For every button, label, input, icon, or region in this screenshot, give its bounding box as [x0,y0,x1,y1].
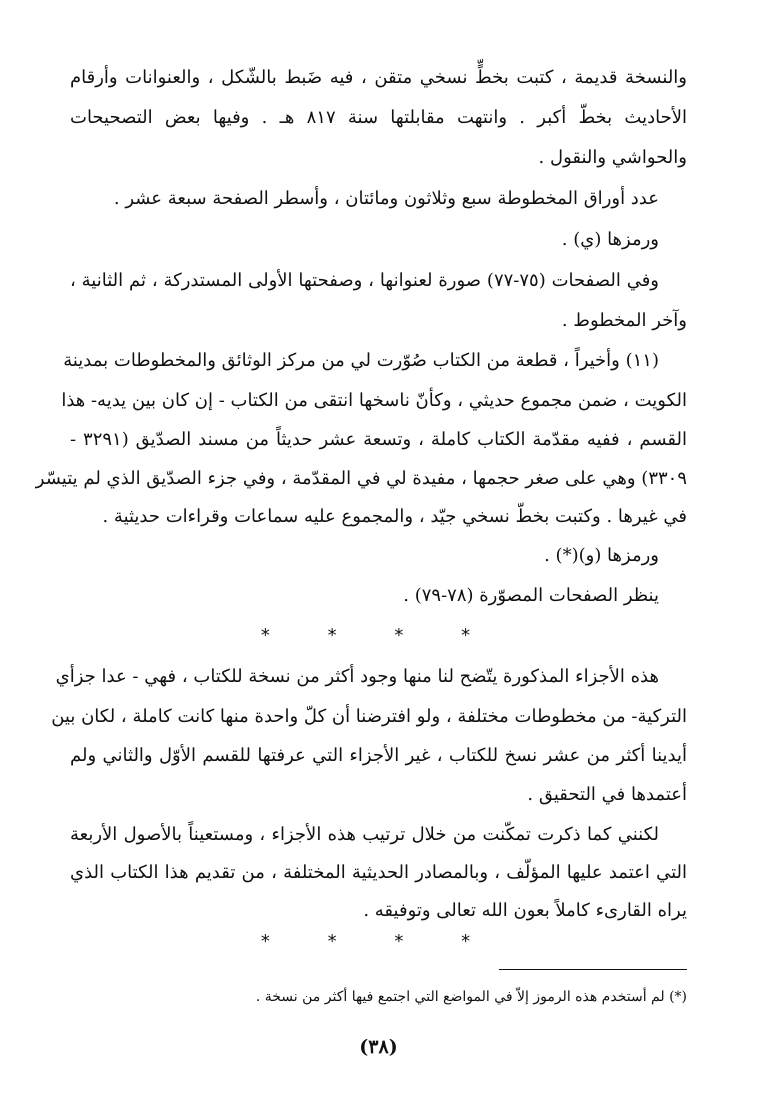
text-line: التركية- من مخطوطات مختلفة ، ولو افترضنا أن كلّ واحدة منها كانت كاملة ، لكان بين [51,706,687,727]
text-line: ٣٣٠٩) وهي على صغر حجمها ، مفيدة لي في المقدّمة ، وفي جزء الصدّيق الذي لم يتيسّر [35,468,687,489]
text-line: في غيرها . وكتبت بخطّ نسخي جيّد ، والمجموع عليه سماعات وقراءات حديثية . [102,506,687,527]
text-line: وآخر المخطوط . [561,310,687,331]
text-line: الأحاديث بخطّ أكبر . وانتهت مقابلتها سنة ٨١٧ هـ . وفيها بعض التصحيحات [70,107,687,128]
text-line: عدد أوراق المخطوطة سبع وثلاثون ومائتان ، وأسطر الصفحة سبعة عشر . [113,188,659,209]
text-line: لكنني كما ذكرت تمكّنت من خلال ترتيب هذه الأجزاء ، ومستعيناً بالأصول الأربعة [70,824,659,845]
text-line: هذه الأجزاء المذكورة يتّضح لنا منها وجود أكثر من نسخة للكتاب ، فهي - عدا جزأي [55,666,659,687]
text-line: أيدينا أكثر من عشر نسخ للكتاب ، غير الأجزاء التي عرفتها للقسم الأوّل والثاني ولم [70,745,687,766]
text-line: التي اعتمد عليها المؤلّف ، وبالمصادر الحديثية المختلفة ، من تقديم هذا الكتاب الذي [70,862,687,883]
footnote-divider [499,969,687,970]
text-line: القسم ، ففيه مقدّمة الكتاب كاملة ، وتسعة عشر حديثاً من مسند الصدّيق (٣٢٩١ - [70,429,687,450]
page-number: (٣٨) [359,1036,398,1058]
text-line: وفي الصفحات (٧٥-٧٧) صورة لعنوانها ، وصفحتها الأولى المستدركة ، ثم الثانية ، [70,270,659,291]
text-line: يراه القارىء كاملاً بعون الله تعالى وتوفيقه . [363,900,687,921]
section-separator: * * * * [260,931,497,952]
text-line: والنسخة قديمة ، كتبت بخطٍّ نسخي متقن ، فيه ضَبط بالشّكل ، والعنوانات وأرقام [70,67,687,88]
text-line: (١١) وأخيراً ، قطعة من الكتاب صُوّرت لي من مركز الوثائق والمخطوطات بمدينة [63,350,659,371]
text-line: ورمزها (و)(*) . [544,545,659,566]
section-separator: * * * * [260,625,497,646]
footnote: (*) لم أستخدم هذه الرموز إلاّ في المواضع التي اجتمع فيها أكثر من نسخة . [255,989,687,1005]
text-line: أعتمدها في التحقيق . [527,784,687,805]
text-line: والحواشي والنقول . [538,147,687,168]
text-line: ورمزها (ي) . [561,229,659,250]
text-line: الكويت ، ضمن مجموع حديثي ، وكأنّ ناسخها انتقى من الكتاب - إن كان بين يديه- هذا [61,390,687,411]
text-line: ينظر الصفحات المصوّرة (٧٨-٧٩) . [403,585,659,606]
